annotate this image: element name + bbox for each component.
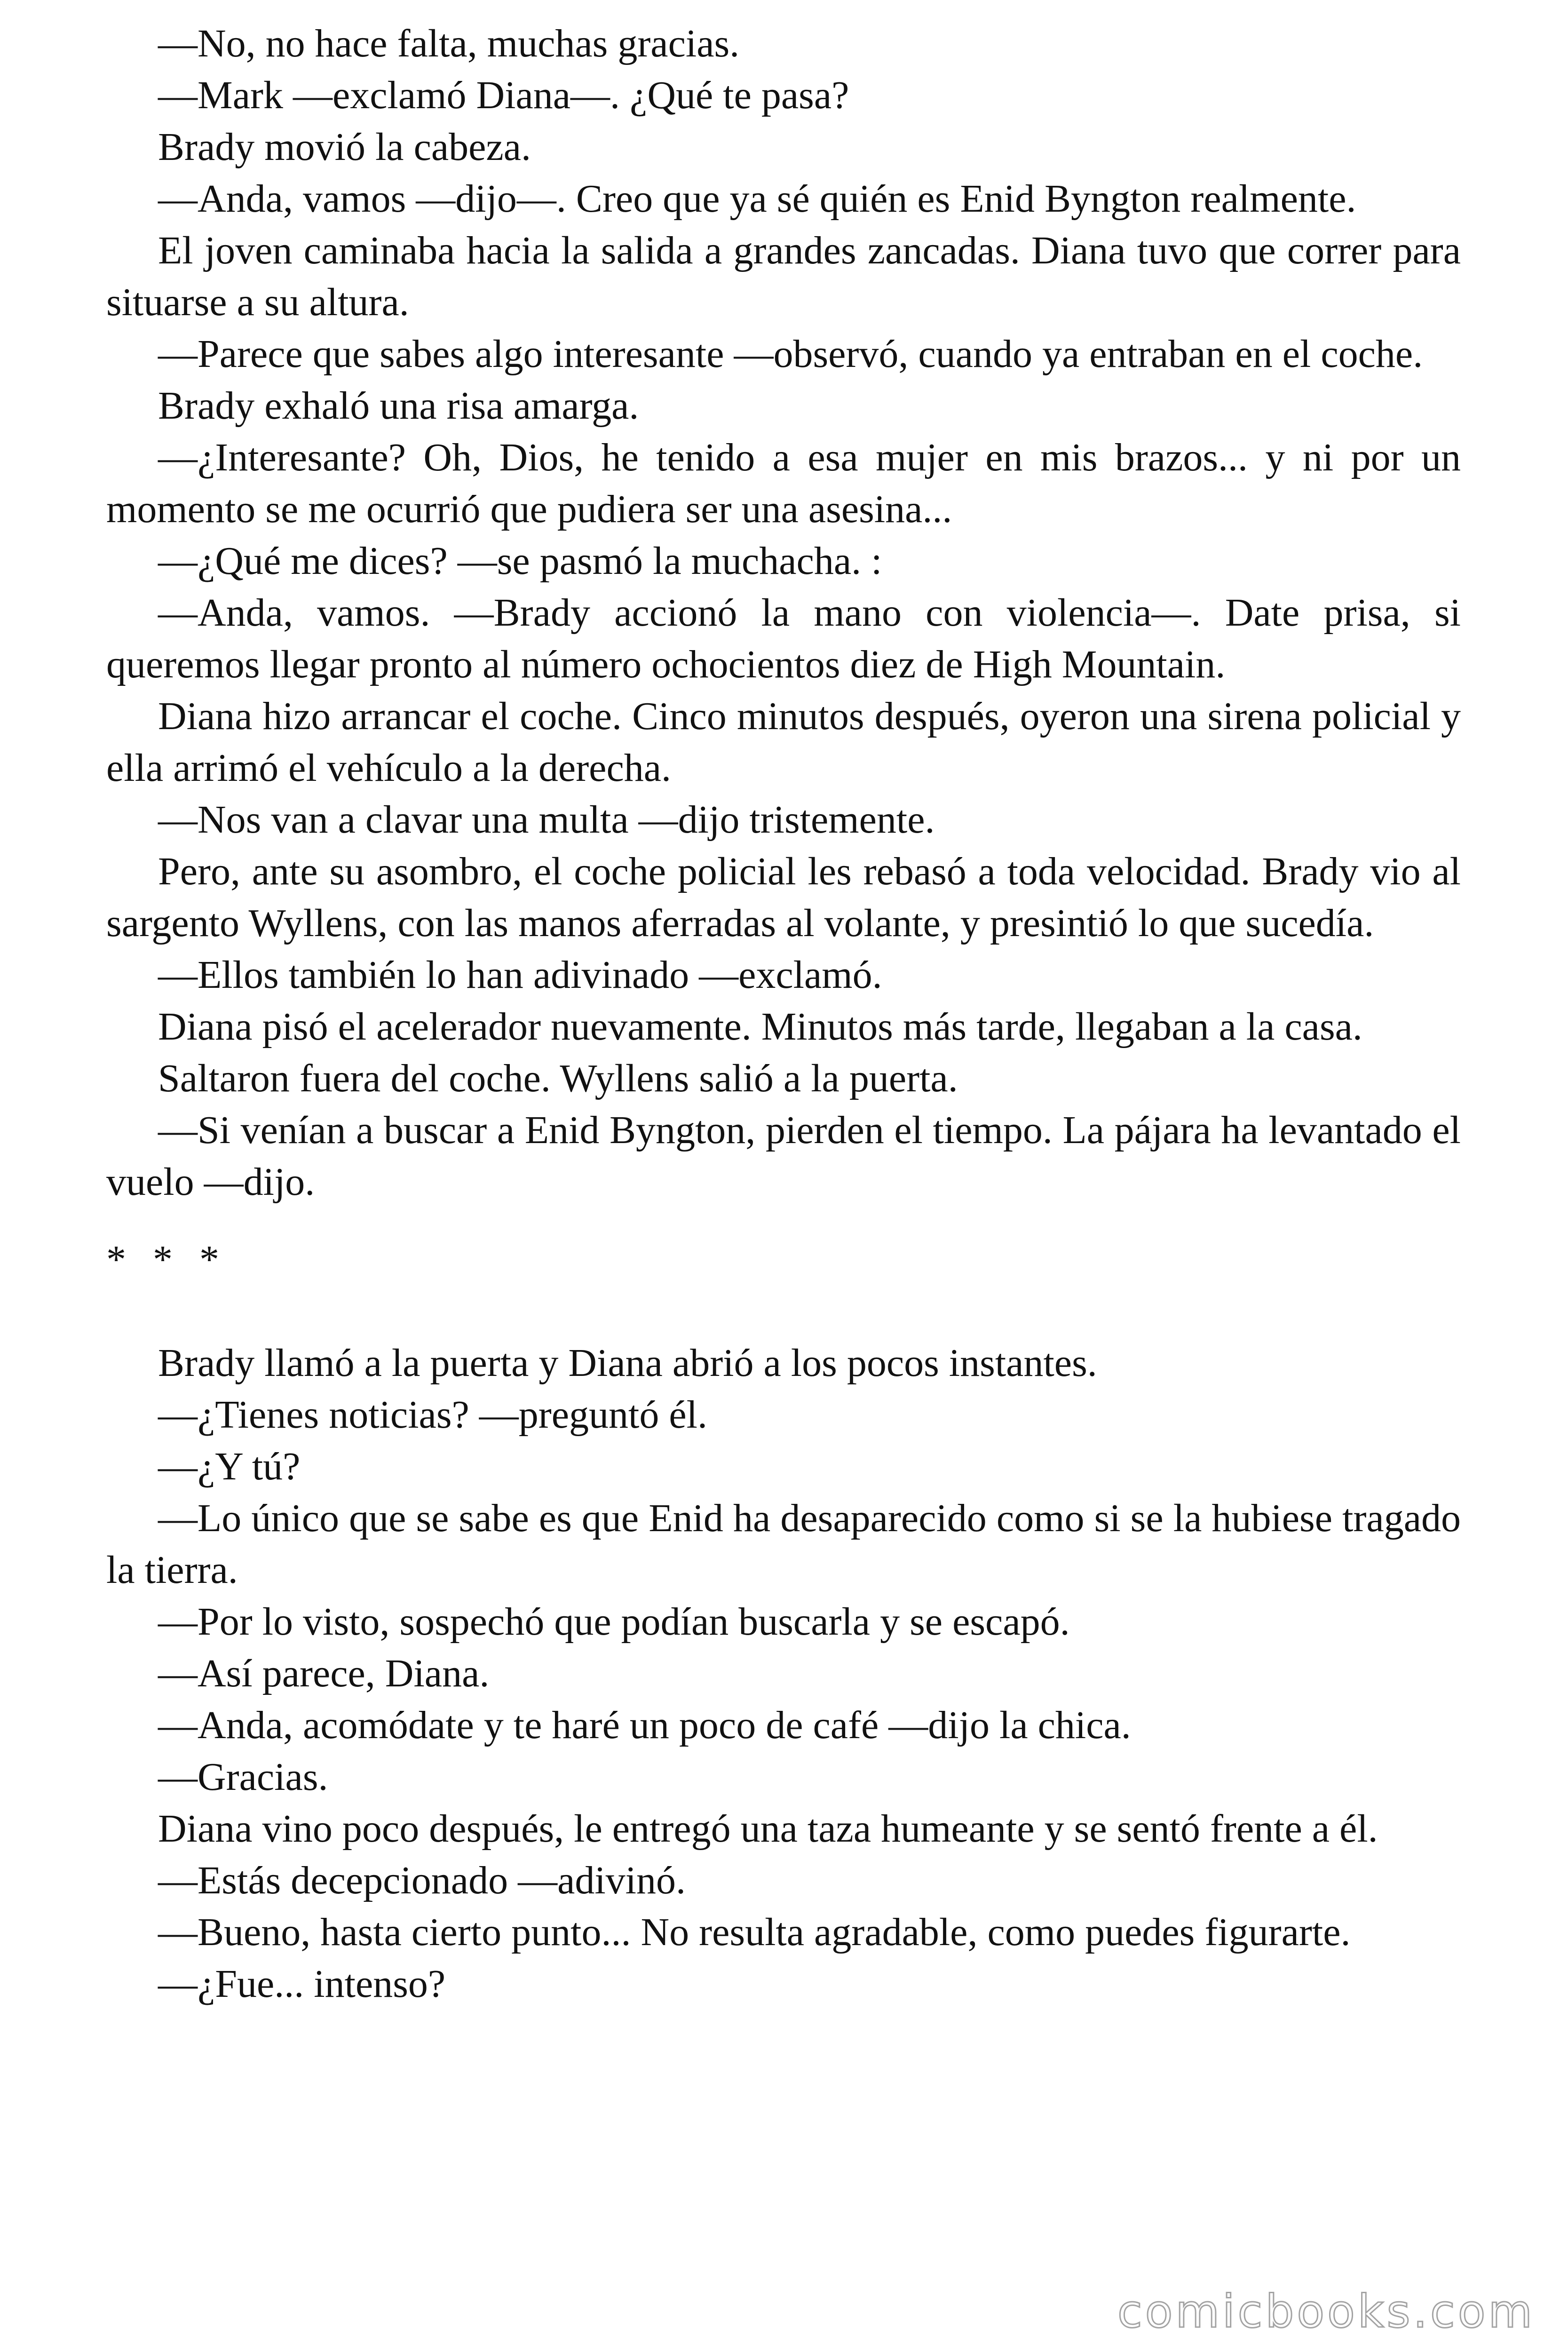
paragraph: Brady movió la cabeza. [158, 125, 531, 169]
paragraph: —Si venían a buscar a Enid Byngton, pierden el tiempo. La pájara ha levantado el vuelo —dijo. [106, 1108, 1461, 1204]
paragraph: —Gracias. [158, 1755, 328, 1799]
paragraph: Brady exhaló una risa amarga. [158, 384, 639, 428]
paragraph: —Ellos también lo han adivinado —exclamó. [158, 953, 882, 997]
paragraph: —Parece que sabes algo interesante —observó, cuando ya entraban en el coche. [158, 332, 1423, 376]
paragraph: —¿Qué me dices? —se pasmó la muchacha. : [158, 539, 882, 583]
section-separator: * * * [106, 1238, 228, 1281]
paragraph: Diana pisó el acelerador nuevamente. Minutos más tarde, llegaban a la casa. [158, 1005, 1362, 1049]
paragraph: —¿Y tú? [158, 1445, 301, 1488]
paragraph: —Mark —exclamó Diana—. ¿Qué te pasa? [158, 73, 849, 117]
paragraph: El joven caminaba hacia la salida a grandes zancadas. Diana tuvo que correr para situarse a su altura. [106, 229, 1461, 324]
paragraph: Brady llamó a la puerta y Diana abrió a los pocos instantes. [158, 1341, 1097, 1385]
paragraph: Saltaron fuera del coche. Wyllens salió a la puerta. [158, 1057, 958, 1100]
paragraph: —Por lo visto, sospechó que podían buscarla y se escapó. [158, 1600, 1070, 1644]
paragraph: —Así parece, Diana. [158, 1652, 490, 1695]
paragraph: —Anda, vamos. —Brady accionó la mano con violencia—. Date prisa, si queremos llegar pronto al número ochocientos diez de High Mountain. [106, 591, 1461, 686]
paragraph: —Bueno, hasta cierto punto... No resulta agradable, como puedes figurarte. [158, 1910, 1351, 1954]
paragraph: —Anda, acomódate y te haré un poco de café —dijo la chica. [158, 1703, 1131, 1747]
paragraph: —Anda, vamos —dijo—. Creo que ya sé quién es Enid Byngton realmente. [158, 177, 1356, 221]
page-body [106, 18, 1461, 2010]
paragraph: —Nos van a clavar una multa —dijo tristemente. [158, 798, 935, 842]
paragraph: —Estás decepcionado —adivinó. [158, 1859, 686, 1902]
paragraph: —No, no hace falta, muchas gracias. [158, 22, 740, 65]
paragraph: —¿Fue... intenso? [158, 1962, 446, 2006]
section-2 [106, 1337, 1461, 2010]
paragraph: —Lo único que se sabe es que Enid ha desaparecido como si se la hubiese tragado la tierra. [106, 1496, 1461, 1592]
watermark: comicbooks.com [1117, 2285, 1535, 2338]
paragraph: —¿Interesante? Oh, Dios, he tenido a esa mujer en mis brazos... y ni por un momento se me ocurrió que pudiera ser una asesina... [106, 436, 1461, 531]
paragraph: Diana vino poco después, le entregó una taza humeante y se sentó frente a él. [158, 1807, 1378, 1851]
section-1 [106, 18, 1461, 1208]
paragraph: Diana hizo arrancar el coche. Cinco minutos después, oyeron una sirena policial y ella arrimó el vehículo a la derecha. [106, 694, 1461, 790]
paragraph: Pero, ante su asombro, el coche policial les rebasó a toda velocidad. Brady vio al sargento Wyllens, con las manos aferradas al volante, y presintió lo que sucedía. [106, 850, 1461, 945]
paragraph: —¿Tienes noticias? —preguntó él. [158, 1393, 708, 1437]
